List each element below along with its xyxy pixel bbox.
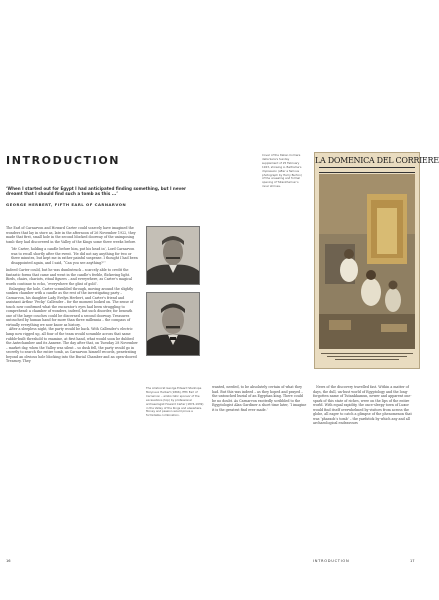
page-number-left: 16 bbox=[6, 559, 11, 563]
cover-caption-lines bbox=[321, 352, 413, 362]
masthead-rule bbox=[319, 167, 415, 173]
paragraph: The Earl of Carnarvon and Howard Carter could scarcely have imagined the wonders that lay in store as, late in the afternoon of 26 November 1922, they made that first, small hole in the second blocked doorway of the unimposing tomb they had discovered in the Valley of the Kings some three weeks before. bbox=[6, 226, 137, 244]
portrait-caption: The Aristocrat George Edward Stanhope Molyneux Herbert (1866), fifth Earl of Carnarvon – aristocratic sponsor of the excavations (top) by professional archaeologist Howard Carter (1874-1939) in the Valley of the Kings and elsewhere. Money and passion would prove a formidable combination. bbox=[146, 386, 204, 418]
paragraph: Indeed Carter could, but he was dumbstruck – scarcely able to credit the fantastic forms that came and went in the candle’s feeble, flickering light. Birds, chairs, chariots, ritual figures – and everywhere, as Carter’s magical words continue to echo, ‘everywhere the glint of gold’. bbox=[6, 268, 133, 287]
body-column-left bbox=[6, 226, 138, 516]
body-column-right-2 bbox=[313, 385, 418, 525]
tomb-illustration bbox=[319, 174, 415, 349]
epigraph-attribution: GEORGE HERBERT, FIFTH EARL OF CARNARVON bbox=[6, 202, 127, 207]
page-number-right: 17 bbox=[410, 559, 415, 563]
portrait-photo-carnarvon bbox=[146, 292, 200, 356]
cover-caption: Cover of the Italian Corriere della Sera’s Sunday supplement of 25 February 1923, showing A. Beltrame’s impression (after a famous photograph by Harry Burton) of the unsealing and formal opening of Tutankhamun’s inner shrines. bbox=[262, 153, 302, 189]
page-title: INTRODUCTION bbox=[6, 154, 121, 167]
running-head: INTRODUCTION bbox=[313, 559, 350, 563]
block-quote: ‘Mr Carter, holding a candle before him, put his head in’, Lord Carnarvon was to recall shortly after the event. ‘He did not say anything for two or three minutes, but kept me in rather painful suspense. I thought I had been disappointed again, and I said, “Can you see anything?”’ bbox=[11, 247, 138, 265]
portrait-photo-carter bbox=[146, 226, 200, 285]
paragraph: wanted, needed, to be absolutely certain of what they had. But this was indeed – as they hoped and prayed – the untouched burial of an Egyptian king. There could be no doubt. As Carnarvon excitedly scribbled to the Egyptologist Alan Gardiner a short time later, ‘I imagine it is the greatest find ever made.’ bbox=[212, 385, 307, 412]
epigraph-quote: ‘When I started out for Egypt I had anticipated finding something, but I never dreamt that I should find such a tomb as this ...’ bbox=[6, 186, 187, 197]
body-column-right-1 bbox=[212, 385, 307, 525]
magazine-masthead: LA DOMENICA DEL CORRIERE bbox=[315, 156, 439, 165]
magazine-cover-illustration bbox=[314, 152, 439, 369]
paragraph: After a sleepless night, the party would be back. With Callender’s electric lamp now rigged up, all four of the team would scramble across that same rubble-built threshold to examine, at first hand, what would soon be dubbed the Antechamber and its Annexe. The day after that, on Tuesday 28 November – market day, when the Valley was silent – so dusk fell, the party would go in secretly to search the entire tomb, as Carnarvon himself records, penetrating beyond an obvious hole blocking into the Burial Chamber and an open-doored Treasury. They bbox=[6, 327, 138, 364]
paragraph: News of the discovery travelled fast. Within a matter of days, the dull, un-bust world of Egyptology and the long-forgotten name of Tutankhamun, newer and apparent one-spark of this state of riches, were on the lips of the entire world. With equal rapidity, the once-sleepy town of Luxor would find itself overwhelmed by visitors from across the globe, all eager to catch a glimpse of the phenomenon that was ‘pharaoh’s tomb’ – the yardstick by which any and all archaeological endeavours bbox=[313, 385, 412, 426]
paragraph: Enlarging the hole, Carter scrambled through, moving around the slightly sunken chamber with a candle as the rest of the investigating party – Carnarvon, his daughter Lady Evelyn Herbert, and Carter’s friend and assistant Arthur ‘Pecky’ Callender – for the moment looked on. The sense of touch now confirmed what the excavator’s eyes had been struggling to comprehend: a chamber of wonders, indeed, but such disorder, for beneath one of the large couches could be discerned a second doorway. Treasures untouched by human hand for more than three millennia – the compass of virtually everything we now know as history. bbox=[6, 286, 134, 327]
